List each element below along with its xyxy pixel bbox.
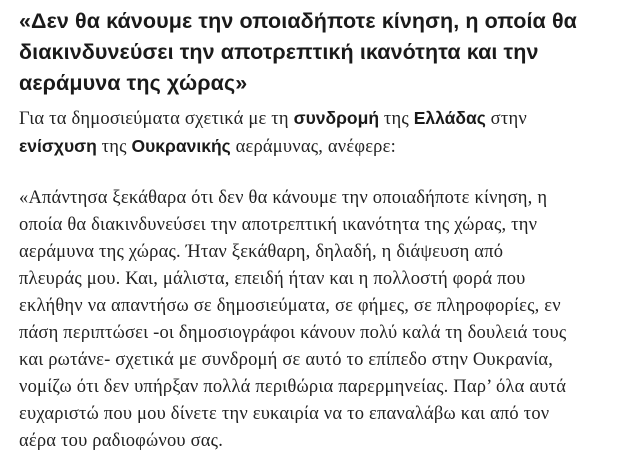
intro-line	[19, 133, 623, 161]
intro-text: της	[96, 137, 132, 157]
intro-keyword: συνδρομή	[293, 108, 380, 128]
quote-line: οποία θα διακινδυνεύσει την αποτρεπτική ικανότητα της χώρας, την	[19, 215, 538, 235]
headline-line: αεράμυνα της χώρας»	[19, 71, 248, 95]
intro-text: Για τα δημοσιεύματα σχετικά με τη	[19, 109, 294, 129]
intro-line	[19, 105, 623, 133]
quote-line: πλευράς μου. Και, μάλιστα, επειδή ήταν και η πολλοστή φορά που	[19, 269, 526, 289]
intro-keyword: ενίσχυση	[19, 136, 97, 156]
intro-text: της	[379, 109, 414, 129]
quote-line: αέρα του ραδιοφώνου σας.	[19, 431, 224, 451]
quote-line: αεράμυνα της χώρας. Ήταν ξεκάθαρη, δηλαδή, η διάψευση από	[19, 242, 504, 262]
intro-keyword: Ουκρανικής	[131, 136, 231, 156]
intro-paragraph	[19, 105, 623, 161]
headline-line: «Δεν θα κάνουμε την οποιαδήποτε κίνηση, η οποία θα	[19, 9, 577, 33]
quote-line: και ρωτάνε- σχετικά με συνδρομή σε αυτό το επίπεδο στην Ουκρανία,	[19, 350, 554, 370]
quote-line: πάση περιπτώσει -οι δημοσιογράφοι κάνουν πολύ καλά τη δουλειά τους	[19, 323, 567, 343]
intro-text: αεράμυνας, ανέφερε:	[230, 137, 396, 157]
article-headline	[19, 6, 623, 99]
quote-line: ευχαριστώ που μου δίνετε την ευκαιρία να το επαναλάβω και από τον	[19, 404, 550, 424]
quote-paragraph	[19, 185, 623, 455]
article-body	[19, 6, 623, 455]
intro-text: στην	[485, 109, 527, 129]
quote-line: νομίζω ότι δεν υπήρξαν πολλά περιθώρια παρερμηνείας. Παρ’ όλα αυτά	[19, 377, 567, 397]
intro-keyword: Ελλάδας	[413, 108, 486, 128]
headline-line: διακινδυνεύσει την αποτρεπτική ικανότητα και την	[19, 40, 539, 64]
quote-line: εκλήθην να απαντήσω σε δημοσιεύματα, σε φήμες, σε πληροφορίες, εν	[19, 296, 561, 316]
quote-line: «Απάντησα ξεκάθαρα ότι δεν θα κάνουμε την οποιαδήποτε κίνηση, η	[19, 188, 548, 208]
